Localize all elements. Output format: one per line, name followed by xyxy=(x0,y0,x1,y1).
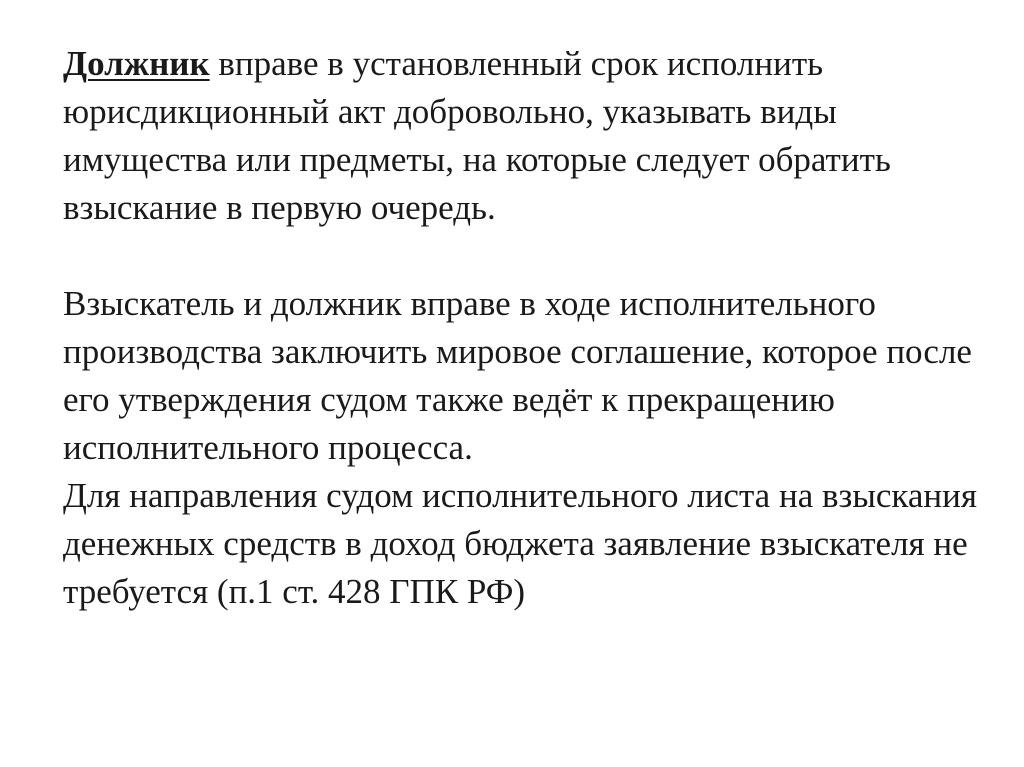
paragraph-gap xyxy=(63,232,1003,280)
paragraph-debtor-rights xyxy=(63,40,1003,232)
paragraph-debtor-text: вправе в установленный срок исполнить юрисдикционный акт добровольно, указывать виды имущества или предметы, на которые следует обратить взыскание в первую очередь. xyxy=(63,44,891,227)
paragraph-settlement: Взыскатель и должник вправе в ходе исполнительного производства заключить мировое соглашение, которое после его утверждения судом также ведёт к прекращению исполнительного процесса. xyxy=(63,284,972,467)
slide-content xyxy=(63,40,1003,616)
paragraph-budget-collection: Для направления судом исполнительного листа на взыскания денежных средств в доход бюджета заявление взыскателя не требуется (п.1 ст. 428 ГПК РФ) xyxy=(63,476,977,611)
term-debtor: Должник xyxy=(63,44,210,83)
